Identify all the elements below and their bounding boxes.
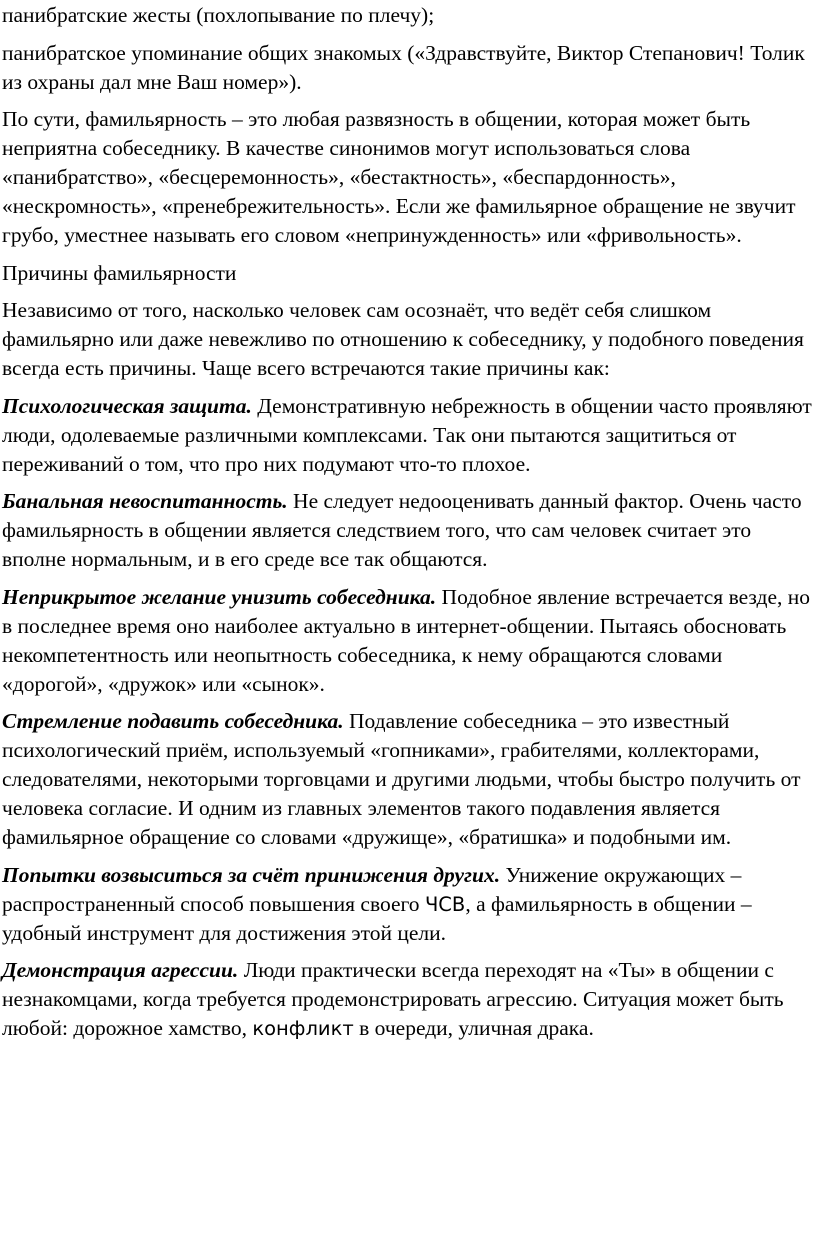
paragraph-body: Не следует недооценивать данный фактор. Очень часто фамильярность в общении является следствием того, что сам человек считает это вполне нормальным, и в его среде все так общаются. [2,489,802,571]
section-heading-causes: Причины фамильярности [2,260,237,285]
paragraph-body: Демонстративную небрежность в общении часто проявляют люди, одолеваемые различными комплексами. Так они пытаются защититься от переживаний о том, что про них подумают что-то плохое. [2,393,812,476]
paragraph-suppress [2,707,814,852]
term-aggression: Демонстрация агрессии. [2,958,239,982]
paragraph-bad-manners [2,487,814,574]
paragraph-humiliate [2,583,814,699]
paragraph-body-end: , а фамильярность в общении – удобный инструмент для достижения этой цели. [2,891,752,945]
paragraph-body: Подобное явление встречается везде, но в последнее время оно наиболее актуально в интернет-общении. Пытаясь обосновать некомпетентность или неопытность собеседника, к нему обращаются словами «дорогой», «дружок» или «сынок». [2,584,810,696]
document-body [2,0,814,1052]
paragraph-psychological-defense [2,392,814,479]
paragraph-gestures: панибратские жесты (похлопывание по плечу); [2,3,435,27]
paragraph-self-elevation [2,861,814,948]
paragraph-causes-intro: Независимо от того, насколько человек сам осознаёт, что ведёт себя слишком фамильярно или даже невежливо по отношению к собеседнику, у подобного поведения всегда есть причины. Чаще всего встречаются такие причины как: [2,298,804,380]
paragraph-body: Подавление собеседника – это известный психологический приём, используемый «гопниками», грабителями, коллекторами, следователями, некоторыми торговцами и другими людьми, чтобы быстро получить от человека согласие. И одним из главных элементов такого подавления является фамильярное обращение со словами «дружище», «братишка» и подобными им. [2,709,801,849]
paragraph-acquaintances: панибратское упоминание общих знакомых («Здравствуйте, Виктор Степанович! Толик из охраны дал мне Ваш номер»). [2,40,805,94]
paragraph-body-start: Унижение окружающих – распространенный способ повышения своего [2,862,742,916]
term-self-elevation: Попытки возвыситься за счёт принижения других. [2,862,501,887]
paragraph-definition: По сути, фамильярность – это любая развязность в общении, которая может быть неприятна собеседнику. В качестве синонимов могут использоваться слова «панибратство», «бесцеремонность», «бестактность», «беспардонность», «нескромность», «пренебрежительность». Если же фамильярное обращение не звучит грубо, уместнее называть его словом «непринужденность» или «фривольность». [2,107,796,247]
paragraph-body-start: Люди практически всегда переходят на «Ты» в общении с незнакомцами, когда требуется продемонстрировать агрессию. Ситуация может быть любой: дорожное хамство, [2,958,784,1040]
term-bad-manners: Банальная невоспитанность. [2,489,288,513]
paragraph-body-end: в очереди, уличная драка. [353,1016,594,1040]
word-conflict: конфликт [252,1017,354,1040]
term-psychological-defense: Психологическая защита. [2,393,252,418]
abbreviation-chsv: ЧСВ [424,892,466,916]
paragraph-aggression [2,956,814,1043]
term-suppress: Стремление подавить собеседника. [2,709,344,733]
term-humiliate: Неприкрытое желание унизить собеседника. [2,584,437,609]
